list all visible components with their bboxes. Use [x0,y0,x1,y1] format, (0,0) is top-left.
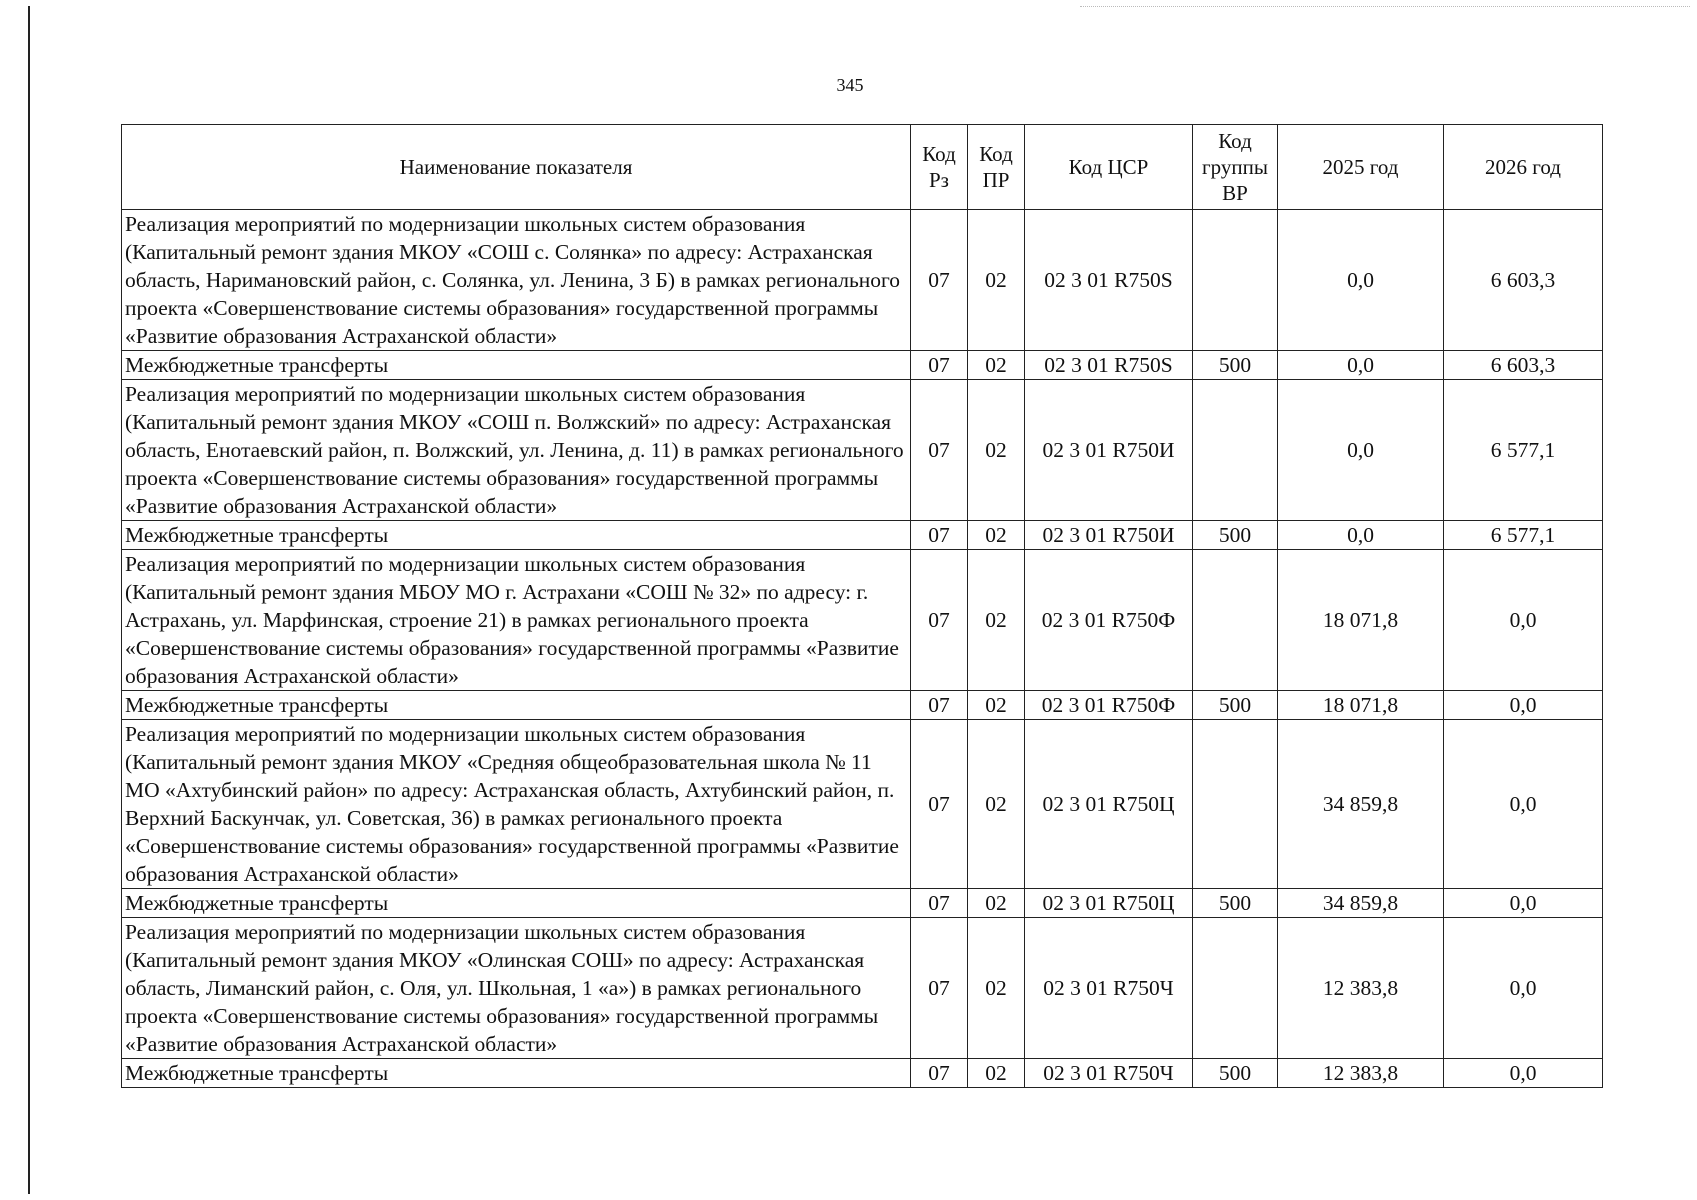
cell-pr: 02 [968,691,1025,720]
cell-name: Межбюджетные трансферты [122,351,911,380]
cell-2025: 0,0 [1278,351,1444,380]
cell-csr: 02 3 01 R750Ф [1025,550,1193,691]
cell-csr: 02 3 01 R750Ц [1025,720,1193,889]
cell-name: Реализация мероприятий по модернизации школьных систем образования (Капитальный ремонт здания МКОУ «Средняя общеобразовательная школа № 11 МО «Ахтубинский район» по адресу: Астраханская область, Ахтубинский район, п. Верхний Баскунчак, ул. Советская, 36) в рамках регионального проекта «Совершенствование системы образования» государственной программы «Развитие образования Астраханской области» [122,720,911,889]
cell-name: Реализация мероприятий по модернизации школьных систем образования (Капитальный ремонт здания МКОУ «СОШ п. Волжский» по адресу: Астраханская область, Енотаевский район, п. Волжский, ул. Ленина, д. 11) в рамках регионального проекта «Совершенствование системы образования» государственной программы «Развитие образования Астраханской области» [122,380,911,521]
cell-vr [1193,550,1278,691]
cell-name: Реализация мероприятий по модернизации школьных систем образования (Капитальный ремонт здания МБОУ МО г. Астрахани «СОШ № 32» по адресу: г. Астрахань, ул. Марфинская, строение 21) в рамках регионального проекта «Совершенствование системы образования» государственной программы «Развитие образования Астраханской области» [122,550,911,691]
cell-csr: 02 3 01 R750И [1025,380,1193,521]
cell-name: Межбюджетные трансферты [122,889,911,918]
table-row [122,521,1603,550]
cell-rz: 07 [911,380,968,521]
cell-pr: 02 [968,918,1025,1059]
header-csr: Код ЦСР [1025,125,1193,210]
cell-2026: 0,0 [1444,691,1603,720]
cell-2025: 12 383,8 [1278,1059,1444,1088]
cell-pr: 02 [968,720,1025,889]
cell-2025: 0,0 [1278,380,1444,521]
header-pr: Код ПР [968,125,1025,210]
cell-pr: 02 [968,210,1025,351]
cell-pr: 02 [968,380,1025,521]
cell-2026: 6 603,3 [1444,210,1603,351]
table-header [122,125,1603,210]
cell-2026: 0,0 [1444,550,1603,691]
cell-2026: 6 577,1 [1444,380,1603,521]
table-row [122,889,1603,918]
cell-name: Межбюджетные трансферты [122,521,911,550]
header-name: Наименование показателя [122,125,911,210]
page-number: 345 [836,75,864,95]
cell-rz: 07 [911,691,968,720]
cell-csr: 02 3 01 R750S [1025,210,1193,351]
cell-vr: 500 [1193,351,1278,380]
cell-vr: 500 [1193,889,1278,918]
header-2026: 2026 год [1444,125,1603,210]
cell-2026: 0,0 [1444,918,1603,1059]
cell-pr: 02 [968,550,1025,691]
header-row [122,125,1603,210]
table-row [122,1059,1603,1088]
cell-2025: 0,0 [1278,210,1444,351]
cell-2025: 18 071,8 [1278,550,1444,691]
cell-rz: 07 [911,720,968,889]
cell-name: Межбюджетные трансферты [122,691,911,720]
cell-2025: 12 383,8 [1278,918,1444,1059]
cell-2026: 0,0 [1444,720,1603,889]
header-2025: 2025 год [1278,125,1444,210]
cell-rz: 07 [911,351,968,380]
cell-vr [1193,720,1278,889]
cell-csr: 02 3 01 R750Ч [1025,1059,1193,1088]
cell-2026: 0,0 [1444,1059,1603,1088]
cell-2026: 0,0 [1444,889,1603,918]
table-row [122,380,1603,521]
cell-csr: 02 3 01 R750Ч [1025,918,1193,1059]
scan-top-artifact [1080,6,1690,7]
table-row [122,550,1603,691]
cell-2025: 34 859,8 [1278,889,1444,918]
cell-2026: 6 577,1 [1444,521,1603,550]
table-row [122,351,1603,380]
cell-vr: 500 [1193,521,1278,550]
header-vr: Код группы ВР [1193,125,1278,210]
cell-pr: 02 [968,521,1025,550]
cell-vr [1193,918,1278,1059]
cell-2025: 0,0 [1278,521,1444,550]
cell-csr: 02 3 01 R750Ф [1025,691,1193,720]
cell-rz: 07 [911,521,968,550]
cell-rz: 07 [911,210,968,351]
cell-vr: 500 [1193,691,1278,720]
cell-vr [1193,380,1278,521]
cell-pr: 02 [968,1059,1025,1088]
cell-csr: 02 3 01 R750S [1025,351,1193,380]
table-row [122,210,1603,351]
scan-edge-line [28,6,30,1194]
cell-2026: 6 603,3 [1444,351,1603,380]
cell-vr [1193,210,1278,351]
cell-csr: 02 3 01 R750И [1025,521,1193,550]
cell-name: Реализация мероприятий по модернизации школьных систем образования (Капитальный ремонт здания МКОУ «СОШ с. Солянка» по адресу: Астраханская область, Наримановский район, с. Солянка, ул. Ленина, 3 Б) в рамках регионального проекта «Совершенствование системы образования» государственной программы «Развитие образования Астраханской области» [122,210,911,351]
table-row [122,691,1603,720]
cell-csr: 02 3 01 R750Ц [1025,889,1193,918]
cell-rz: 07 [911,1059,968,1088]
cell-name: Реализация мероприятий по модернизации школьных систем образования (Капитальный ремонт здания МКОУ «Олинская СОШ» по адресу: Астраханская область, Лиманский район, с. Оля, ул. Школьная, 1 «а») в рамках регионального проекта «Совершенствование системы образования» государственной программы «Развитие образования Астраханской области» [122,918,911,1059]
cell-pr: 02 [968,889,1025,918]
cell-pr: 02 [968,351,1025,380]
cell-name: Межбюджетные трансферты [122,1059,911,1088]
table-row [122,918,1603,1059]
cell-2025: 18 071,8 [1278,691,1444,720]
cell-rz: 07 [911,550,968,691]
header-rz: Код Рз [911,125,968,210]
budget-table [121,124,1603,1088]
table-body [122,210,1603,1088]
cell-vr: 500 [1193,1059,1278,1088]
table-row [122,720,1603,889]
cell-2025: 34 859,8 [1278,720,1444,889]
cell-rz: 07 [911,918,968,1059]
cell-rz: 07 [911,889,968,918]
